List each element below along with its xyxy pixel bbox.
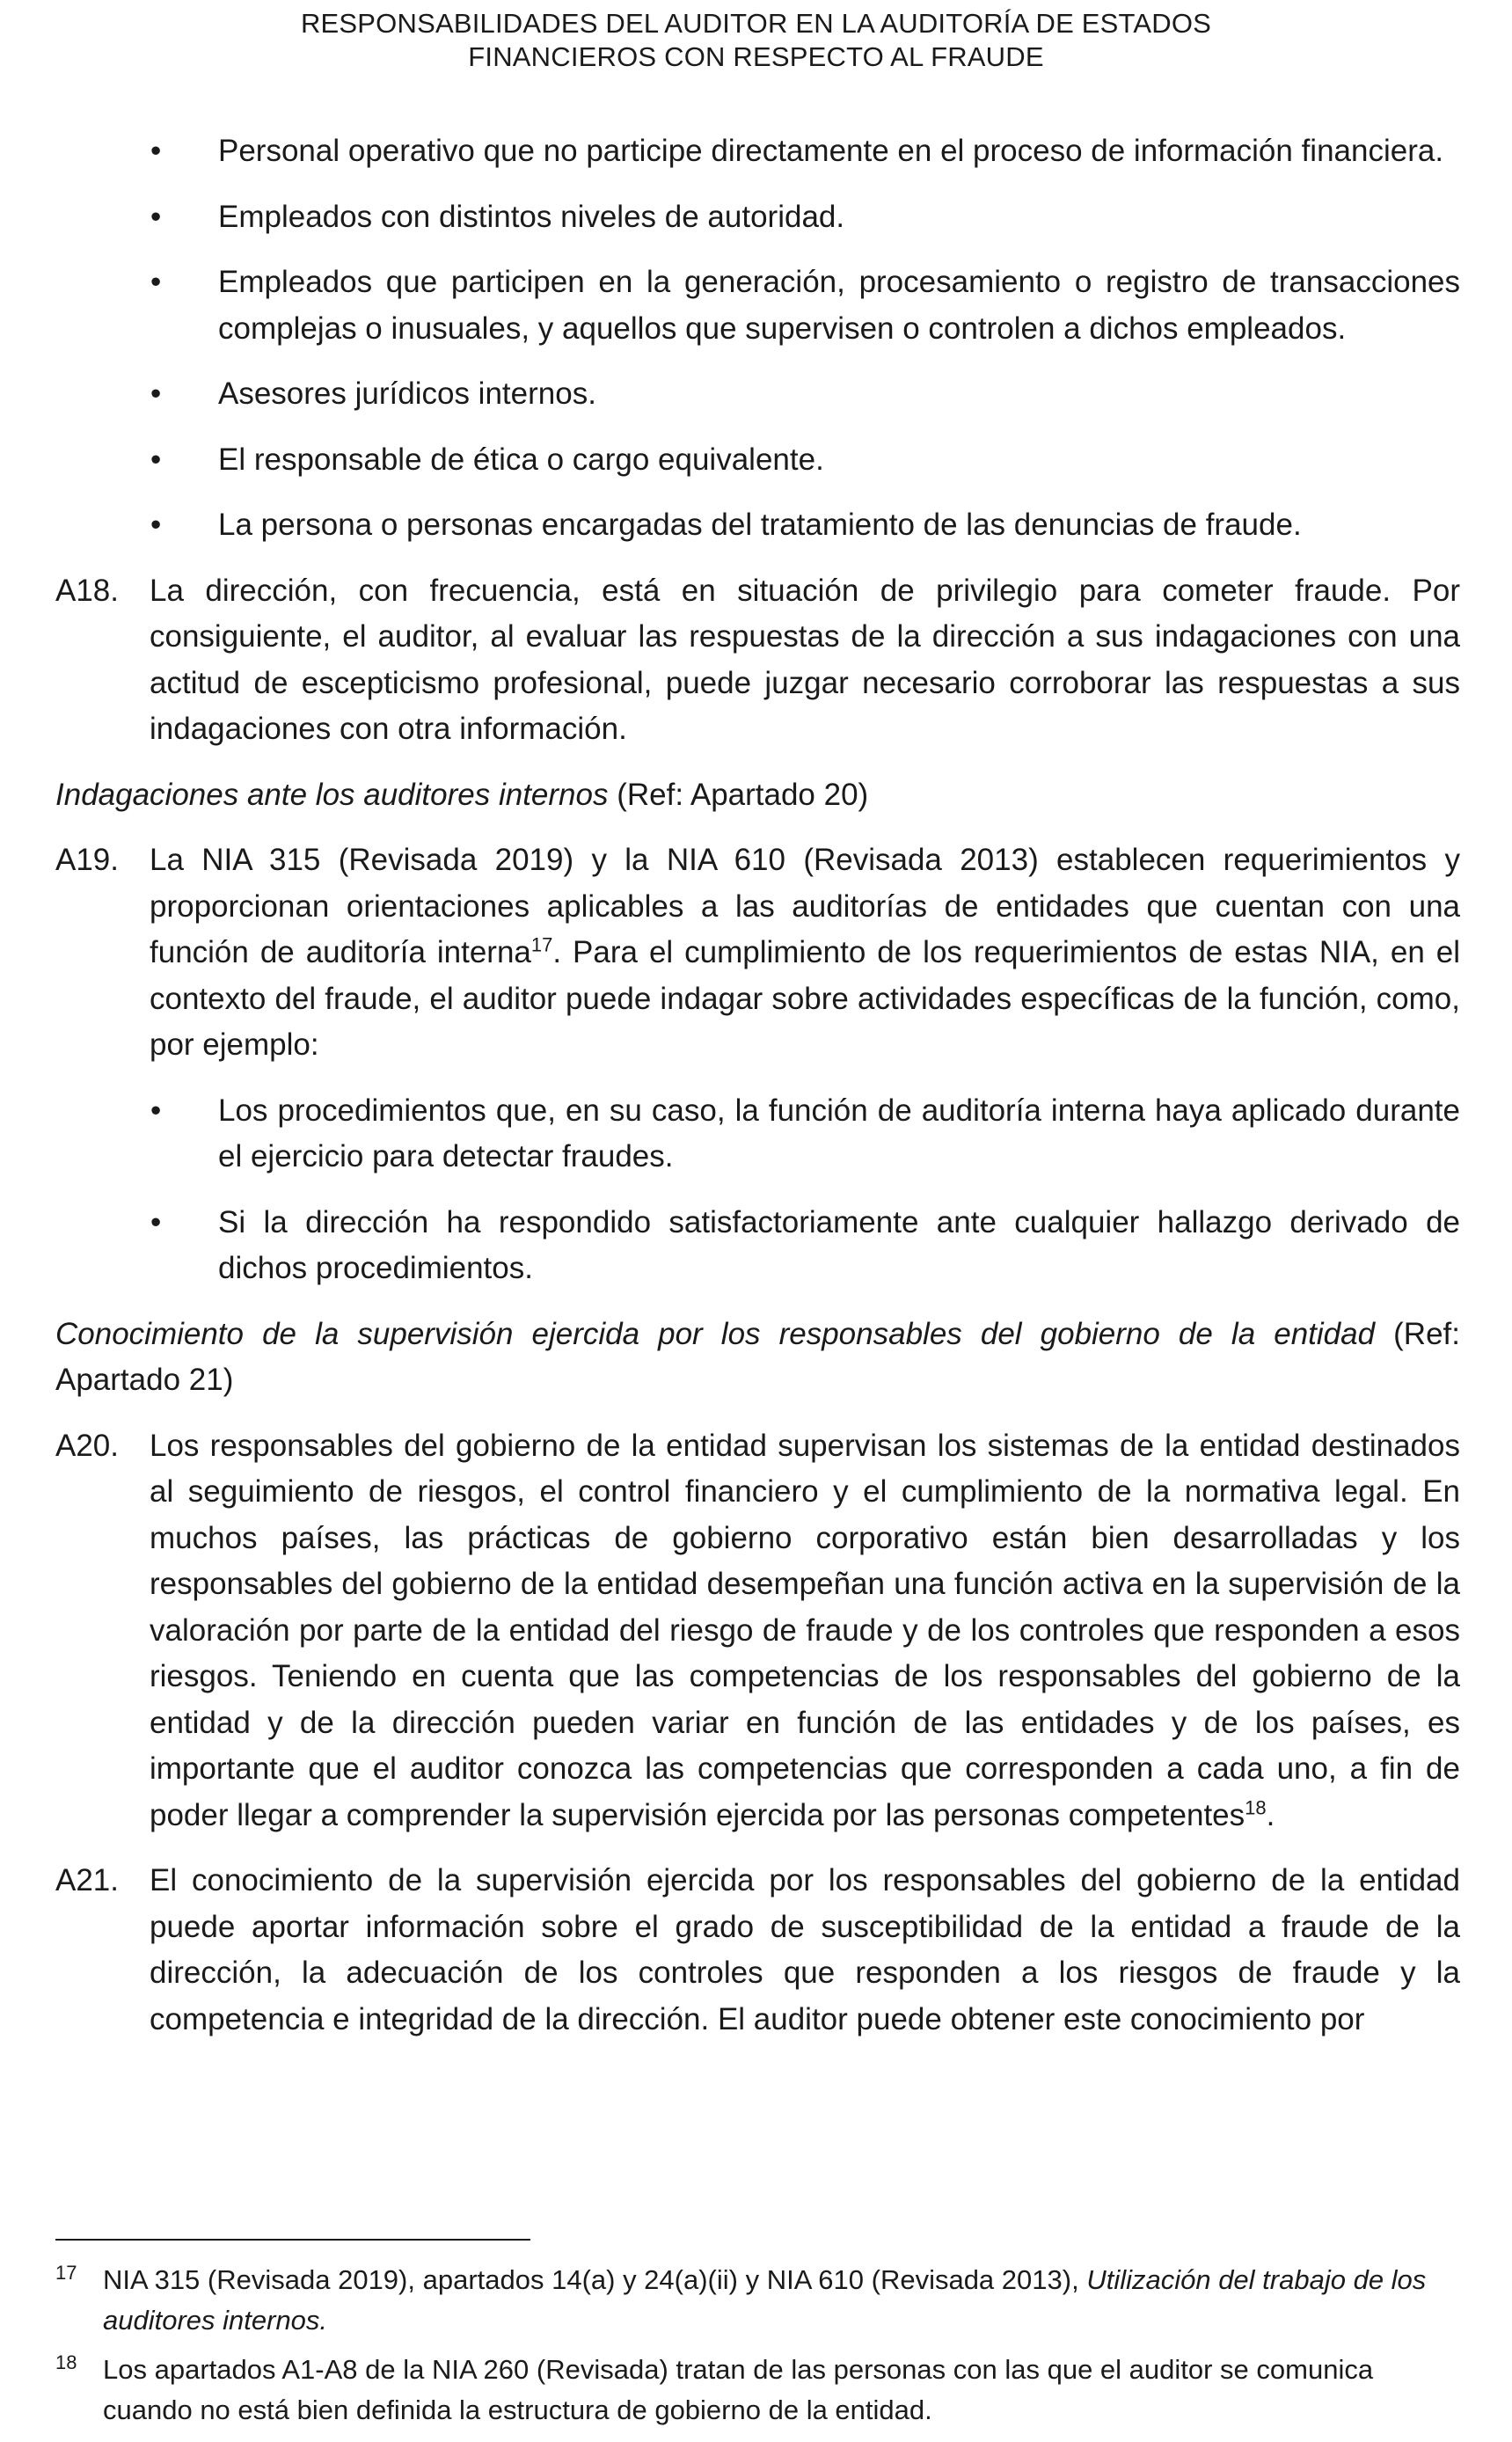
list-item [55,1200,1460,1292]
bullet-icon: • [150,442,162,477]
bullet-icon: • [150,134,162,168]
heading-reference: (Ref: Apartado 20) [608,777,869,812]
bullet-icon: • [150,377,162,411]
paragraph-text-continued: . [1266,1797,1275,1832]
heading-title: Indagaciones ante los auditores internos [55,777,609,812]
paragraph-a21 [55,1858,1460,2043]
body-content [55,128,1460,2062]
footnote-divider [55,2239,530,2241]
list-item [55,128,1460,175]
bullet-icon: • [150,1204,162,1239]
list-item [55,194,1460,241]
paragraph-a20 [55,1423,1460,1839]
footnote-italic-text: Utilización del trabajo de los auditores internos. [103,2264,1427,2336]
footnote-text: NIA 315 (Revisada 2019), apartados 14(a) y 24(a)(ii) y NIA 610 (Revisada 2013), [103,2264,1087,2295]
list-item-text: Si la dirección ha respondido satisfactoriamente ante cualquier hallazgo derivado de dichos procedimientos. [218,1204,1460,1285]
footnote-number: 17 [55,2262,77,2284]
header-line-1: RESPONSABILIDADES DEL AUDITOR EN LA AUDITORÍA DE ESTADOS [300,8,1212,39]
footnotes [55,2239,1460,2439]
footnote-text: Los apartados A1-A8 de la NIA 260 (Revisada) tratan de las personas con las que el auditor se comunica cuando no está bien definida la estructura de gobierno de la entidad. [103,2354,1374,2425]
paragraph-text: El conocimiento de la supervisión ejercida por los responsables del gobierno de la entidad puede aportar información sobre el grado de susceptibilidad de la entidad a fraude de la dirección, la adecuación de los controles que responden a los riesgos de fraude y la competencia e integridad de la dirección. El auditor puede obtener este conocimiento por [150,1863,1460,2036]
paragraph-text: Los responsables del gobierno de la entidad supervisan los sistemas de la entidad destinados al seguimiento de riesgos, el control financiero y el cumplimiento de la normativa legal. En muchos países, las prácticas de gobierno corporativo están bien desarrolladas y los responsables del gobierno de la entidad desempeñan una función activa en la supervisión de la valoración por parte de la entidad del riesgo de fraude y de los controles que responden a esos riesgos. Teniendo en cuenta que las competencias de los responsables del gobierno de la entidad y de la dirección pueden variar en función de las entidades y de los países, es importante que el auditor conozca las competencias que corresponden a cada uno, a fin de poder llegar a comprender la supervisión ejercida por las personas competentes [150,1428,1460,1832]
page-header [0,7,1512,74]
section-heading-indagaciones [55,772,1460,819]
paragraph-number: A21. [55,1863,119,1897]
list-item-text: El responsable de ética o cargo equivalente. [218,442,824,477]
bullet-icon: • [150,265,162,299]
footnote-reference[interactable]: 18 [1245,1795,1267,1818]
footnote-number: 18 [55,2351,77,2373]
paragraph-text-continued: . Para el cumplimiento de los requerimientos de estas NIA, en el contexto del fraude, el auditor puede indagar sobre actividades específicas de la función, como, por ejemplo: [150,935,1460,1062]
list-item [55,1088,1460,1181]
heading-reference: (Ref: Apartado 21) [55,1316,1460,1397]
list-item [55,437,1460,484]
list-item-text: Empleados con distintos niveles de autoridad. [218,199,845,234]
list-item-text: Los procedimientos que, en su caso, la función de auditoría interna haya aplicado durante el ejercicio para detectar fraudes. [218,1093,1460,1173]
list-item [55,371,1460,418]
paragraph-text: La dirección, con frecuencia, está en situación de privilegio para cometer fraude. Por consiguiente, el auditor, al evaluar las respuestas de la dirección a sus indagaciones con una actitud de escepticismo profesional, puede juzgar necesario corroborar las respuestas a sus indagaciones con otra información. [150,573,1460,746]
paragraph-number: A19. [55,843,119,877]
footnote-reference[interactable]: 17 [530,933,553,956]
paragraph-number: A18. [55,573,119,608]
bullet-icon: • [150,508,162,542]
list-item-text: Empleados que participen en la generación, procesamiento o registro de transacciones complejas o inusuales, y aquellos que supervisen o controlen a dichos empleados. [218,265,1460,346]
section-heading-conocimiento [55,1312,1460,1404]
list-item-text: Asesores jurídicos internos. [218,377,596,411]
paragraph-text: La NIA 315 (Revisada 2019) y la NIA 610 (Revisada 2013) establecen requerimientos y proporcionan orientaciones aplicables a las auditorías de entidades que cuentan con una función de auditoría interna [150,843,1460,969]
paragraph-a18 [55,568,1460,753]
heading-title: Conocimiento de la supervisión ejercida por los responsables del gobierno de la entidad [55,1316,1376,1351]
bullet-icon: • [150,199,162,234]
bullet-icon: • [150,1093,162,1128]
footnote-18 [55,2350,1460,2431]
list-item-text: Personal operativo que no participe directamente en el proceso de información financiera. [218,134,1444,168]
footnote-17 [55,2260,1460,2341]
header-line-2: FINANCIEROS CON RESPECTO AL FRAUDE [468,41,1044,72]
paragraph-a19 [55,837,1460,1069]
list-item-text: La persona o personas encargadas del tratamiento de las denuncias de fraude. [218,508,1302,542]
paragraph-number: A20. [55,1428,119,1463]
list-item [55,260,1460,352]
list-item [55,502,1460,549]
